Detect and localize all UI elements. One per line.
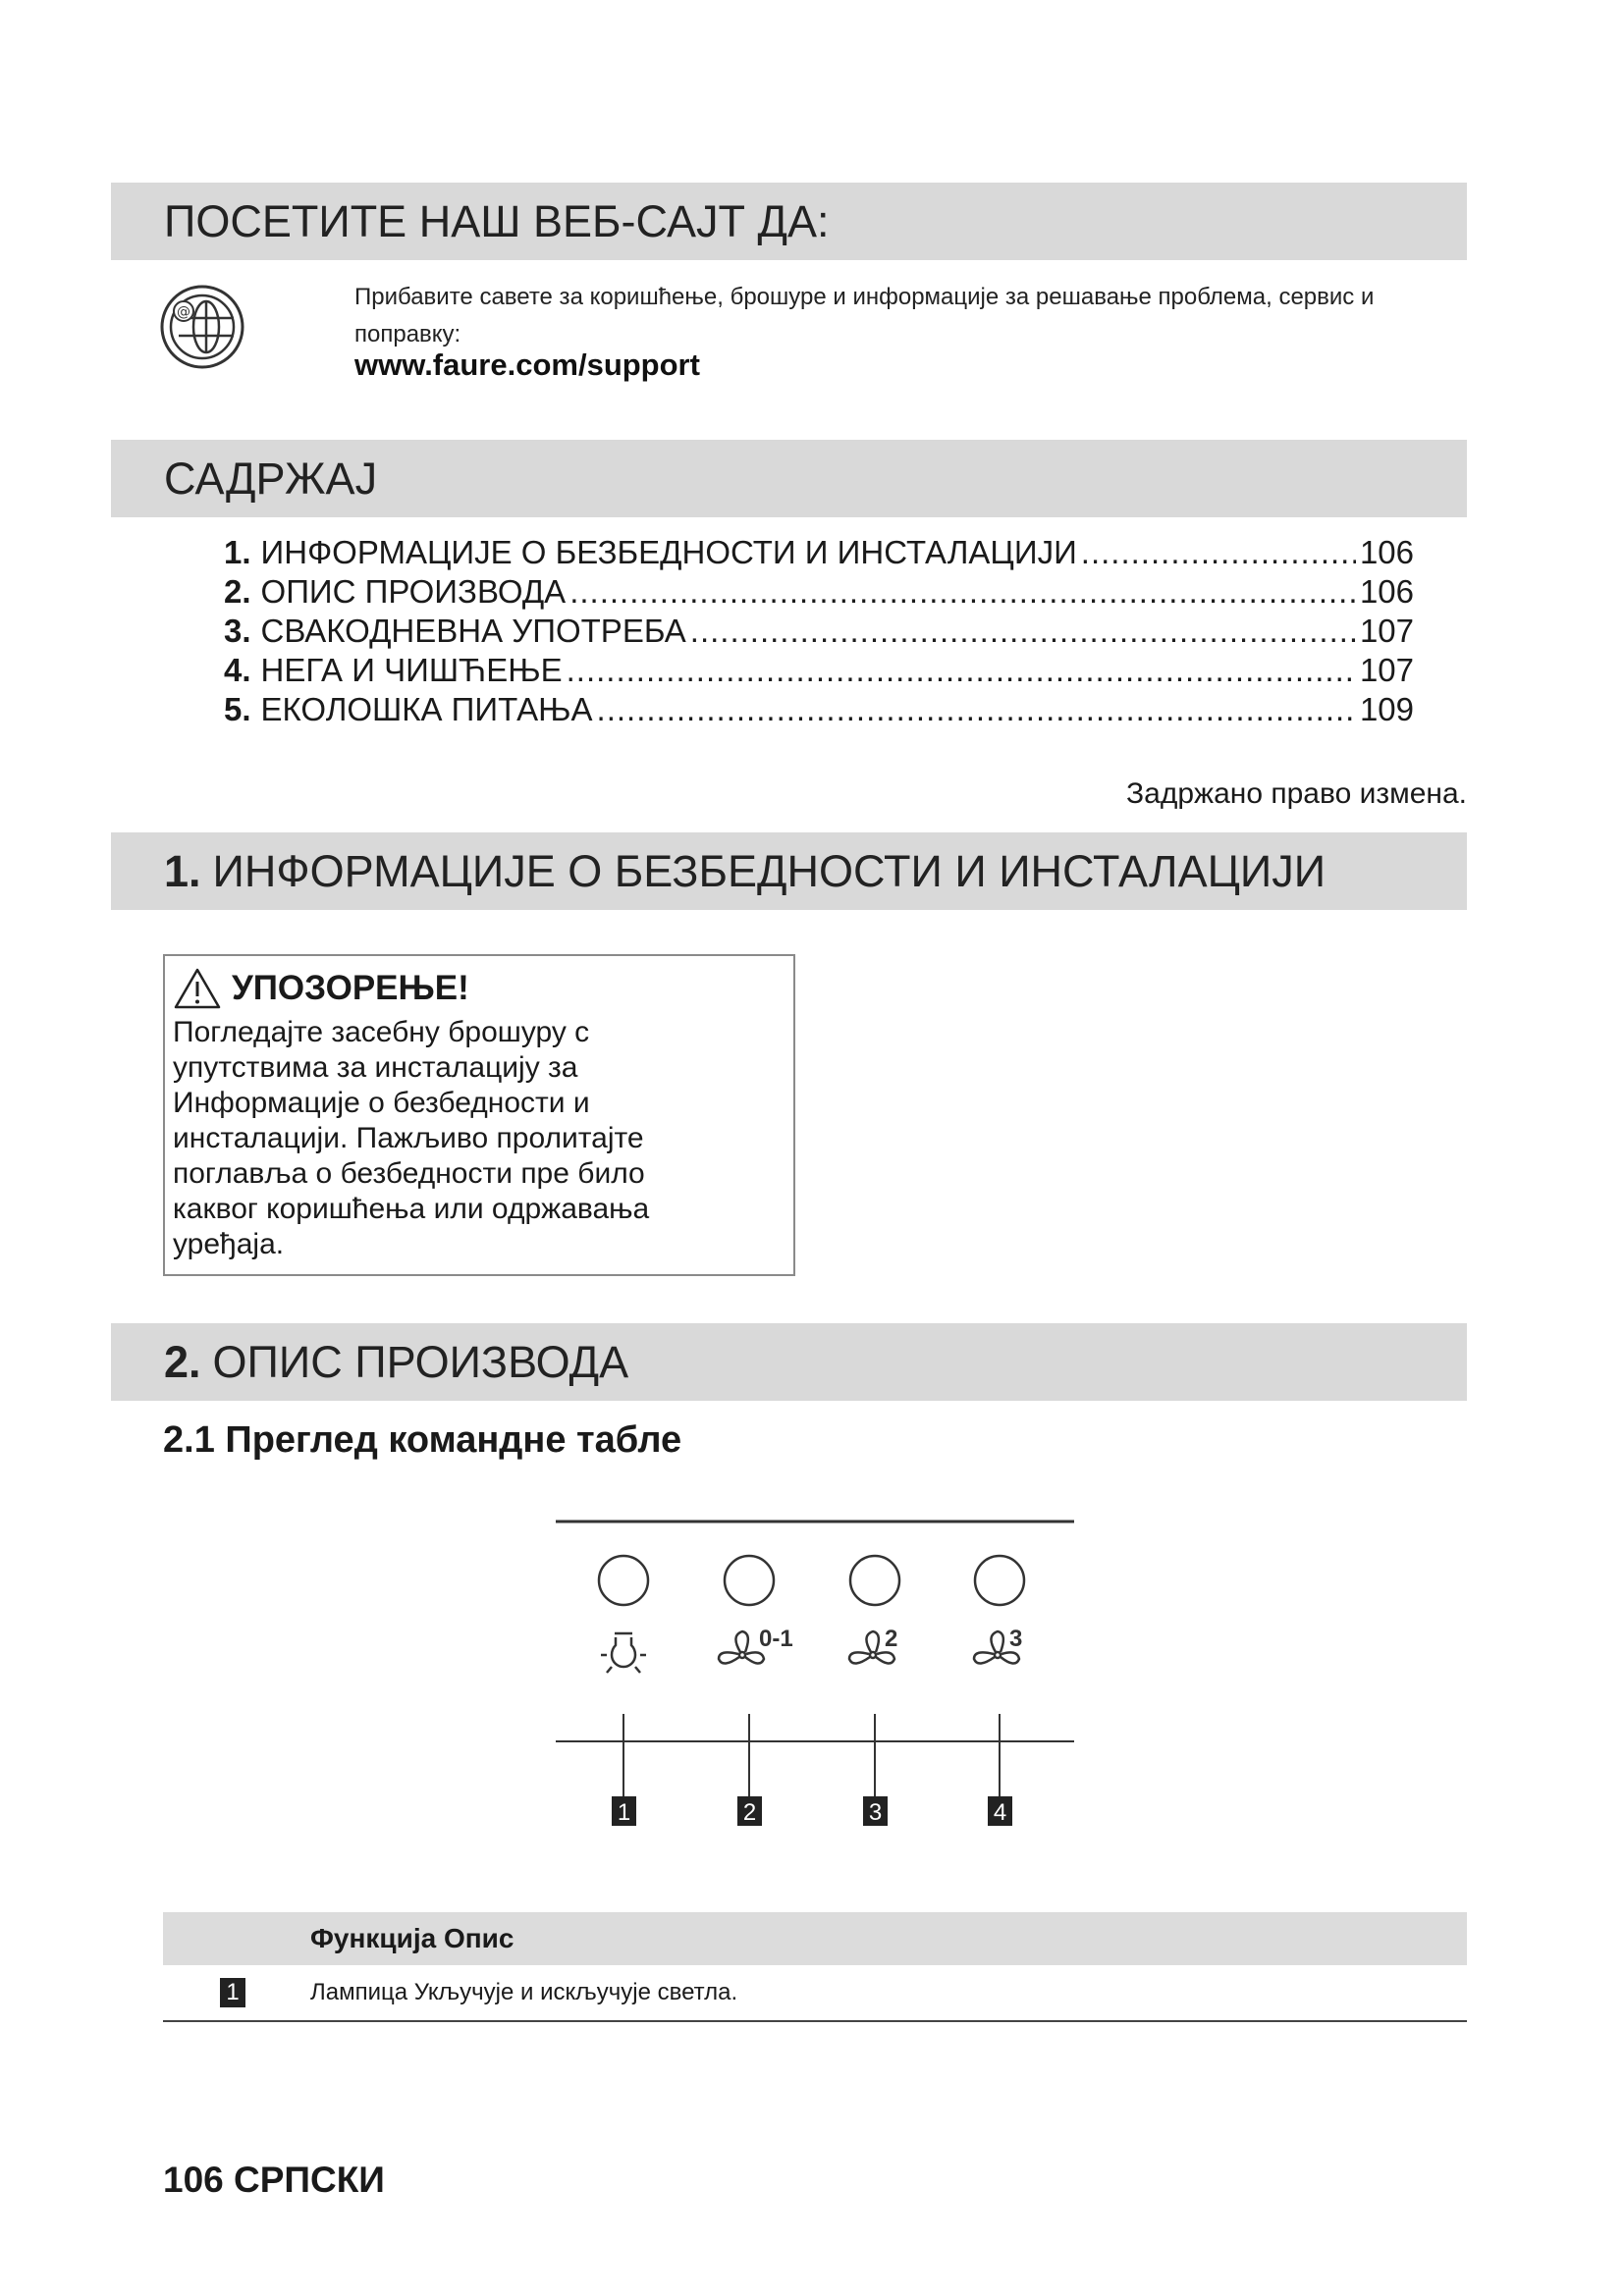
warning-text: Погледајте засебну брошуру с упутствима за инсталацију за Информације о безбедности и инсталацији. Пажљиво пролитајте поглавља о безбедности пре било каквог коришћења или одржавања уређаја. bbox=[173, 1016, 650, 1260]
fan-speed-label: 2 bbox=[885, 1626, 898, 1652]
table-row bbox=[163, 1965, 1467, 2022]
visit-website-title: ПОСЕТИТЕ НАШ ВЕБ-САЈТ ДА: bbox=[164, 195, 830, 246]
toc-item-page: 106 bbox=[1359, 534, 1414, 570]
toc-item[interactable]: 3. СВАКОДНЕВНА УПОТРЕБА ..... 107 bbox=[224, 613, 1414, 652]
support-url-link[interactable]: www.faure.com/support bbox=[354, 347, 700, 382]
section-1-number: 1. bbox=[164, 845, 201, 896]
rights-note: Задржано право измена. bbox=[1126, 777, 1467, 810]
panel-button-lamp[interactable] bbox=[599, 1556, 648, 1605]
globe-icon bbox=[159, 284, 245, 370]
section-2-title: ОПИС ПРОИЗВОДА bbox=[212, 1336, 629, 1387]
section-2-number: 2. bbox=[164, 1336, 201, 1387]
contents-title: САДРЖАЈ bbox=[164, 453, 378, 504]
section-1-title: ИНФОРМАЦИЈЕ О БЕЗБЕДНОСТИ И ИНСТАЛАЦИЈИ bbox=[212, 845, 1326, 896]
toc-item-page: 107 bbox=[1359, 652, 1414, 688]
panel-badge-4: 4 bbox=[993, 1799, 1007, 1826]
function-table-header-label: Функција Опис bbox=[310, 1923, 514, 1953]
lamp-icon bbox=[601, 1633, 646, 1673]
panel-button-fan-3[interactable] bbox=[975, 1556, 1024, 1605]
toc-item-label: ОПИС ПРОИЗВОДА bbox=[260, 573, 567, 610]
panel-button-fan-2[interactable] bbox=[850, 1556, 899, 1605]
function-table-header bbox=[163, 1912, 1467, 1965]
toc-item-label: НЕГА И ЧИШЋЕЊЕ bbox=[260, 652, 563, 688]
fan-speed-label: 0-1 bbox=[759, 1626, 793, 1652]
visit-website-header bbox=[111, 183, 1467, 260]
panel-badge-2: 2 bbox=[742, 1799, 757, 1826]
toc-leader-dots bbox=[1081, 534, 1356, 571]
section-2-header bbox=[111, 1323, 1467, 1401]
fan-icon bbox=[719, 1631, 764, 1664]
toc-leader-dots bbox=[567, 652, 1356, 689]
page-footer: 106 СРПСКИ bbox=[163, 2160, 385, 2200]
toc-item[interactable]: 5. ЕКОЛОШКА ПИТАЊА ..... 109 bbox=[224, 691, 1414, 730]
table-of-contents bbox=[224, 534, 1414, 730]
toc-item-page: 109 bbox=[1359, 691, 1414, 727]
svg-text:@: @ bbox=[177, 304, 190, 320]
warning-triangle-icon bbox=[173, 967, 222, 1010]
toc-leader-dots bbox=[569, 573, 1356, 611]
toc-item-page: 106 bbox=[1359, 573, 1414, 610]
toc-item[interactable]: 4. НЕГА И ЧИШЋЕЊЕ ..... 107 bbox=[224, 652, 1414, 691]
control-panel-subtitle: 2.1 Преглед командне табле bbox=[163, 1419, 682, 1461]
row-badge: 1 bbox=[220, 1978, 245, 2007]
toc-leader-dots bbox=[690, 613, 1356, 650]
toc-item[interactable]: 2. ОПИС ПРОИЗВОДА ..... 106 bbox=[224, 573, 1414, 613]
warning-title: УПОЗОРЕЊЕ! bbox=[232, 969, 469, 1007]
visit-website-description: Прибавите савете за коришћење, брошуре и информације за решавање проблема, сервис и поправку: bbox=[354, 284, 1375, 347]
toc-item[interactable]: 1. ИНФОРМАЦИЈЕ О БЕЗБЕДНОСТИ И ИНСТАЛАЦИЈИ ..... 106 bbox=[224, 534, 1414, 573]
panel-button-fan-0-1[interactable] bbox=[725, 1556, 774, 1605]
function-table bbox=[163, 1912, 1467, 2022]
panel-badge-1: 1 bbox=[617, 1799, 631, 1826]
toc-leader-dots bbox=[597, 691, 1356, 728]
row-description: Лампица Укључује и искључује светла. bbox=[310, 1979, 738, 2005]
control-panel-diagram bbox=[550, 1512, 1080, 1845]
contents-header bbox=[111, 440, 1467, 517]
section-1-header bbox=[111, 832, 1467, 910]
toc-item-label: СВАКОДНЕВНА УПОТРЕБА bbox=[260, 613, 686, 649]
fan-speed-label: 3 bbox=[1009, 1626, 1023, 1652]
toc-item-label: ИНФОРМАЦИЈЕ О БЕЗБЕДНОСТИ И ИНСТАЛАЦИЈИ bbox=[260, 534, 1077, 570]
panel-badge-3: 3 bbox=[868, 1799, 883, 1826]
warning-box bbox=[163, 954, 795, 1276]
toc-item-label: ЕКОЛОШКА ПИТАЊА bbox=[260, 691, 593, 727]
toc-item-page: 107 bbox=[1359, 613, 1414, 649]
